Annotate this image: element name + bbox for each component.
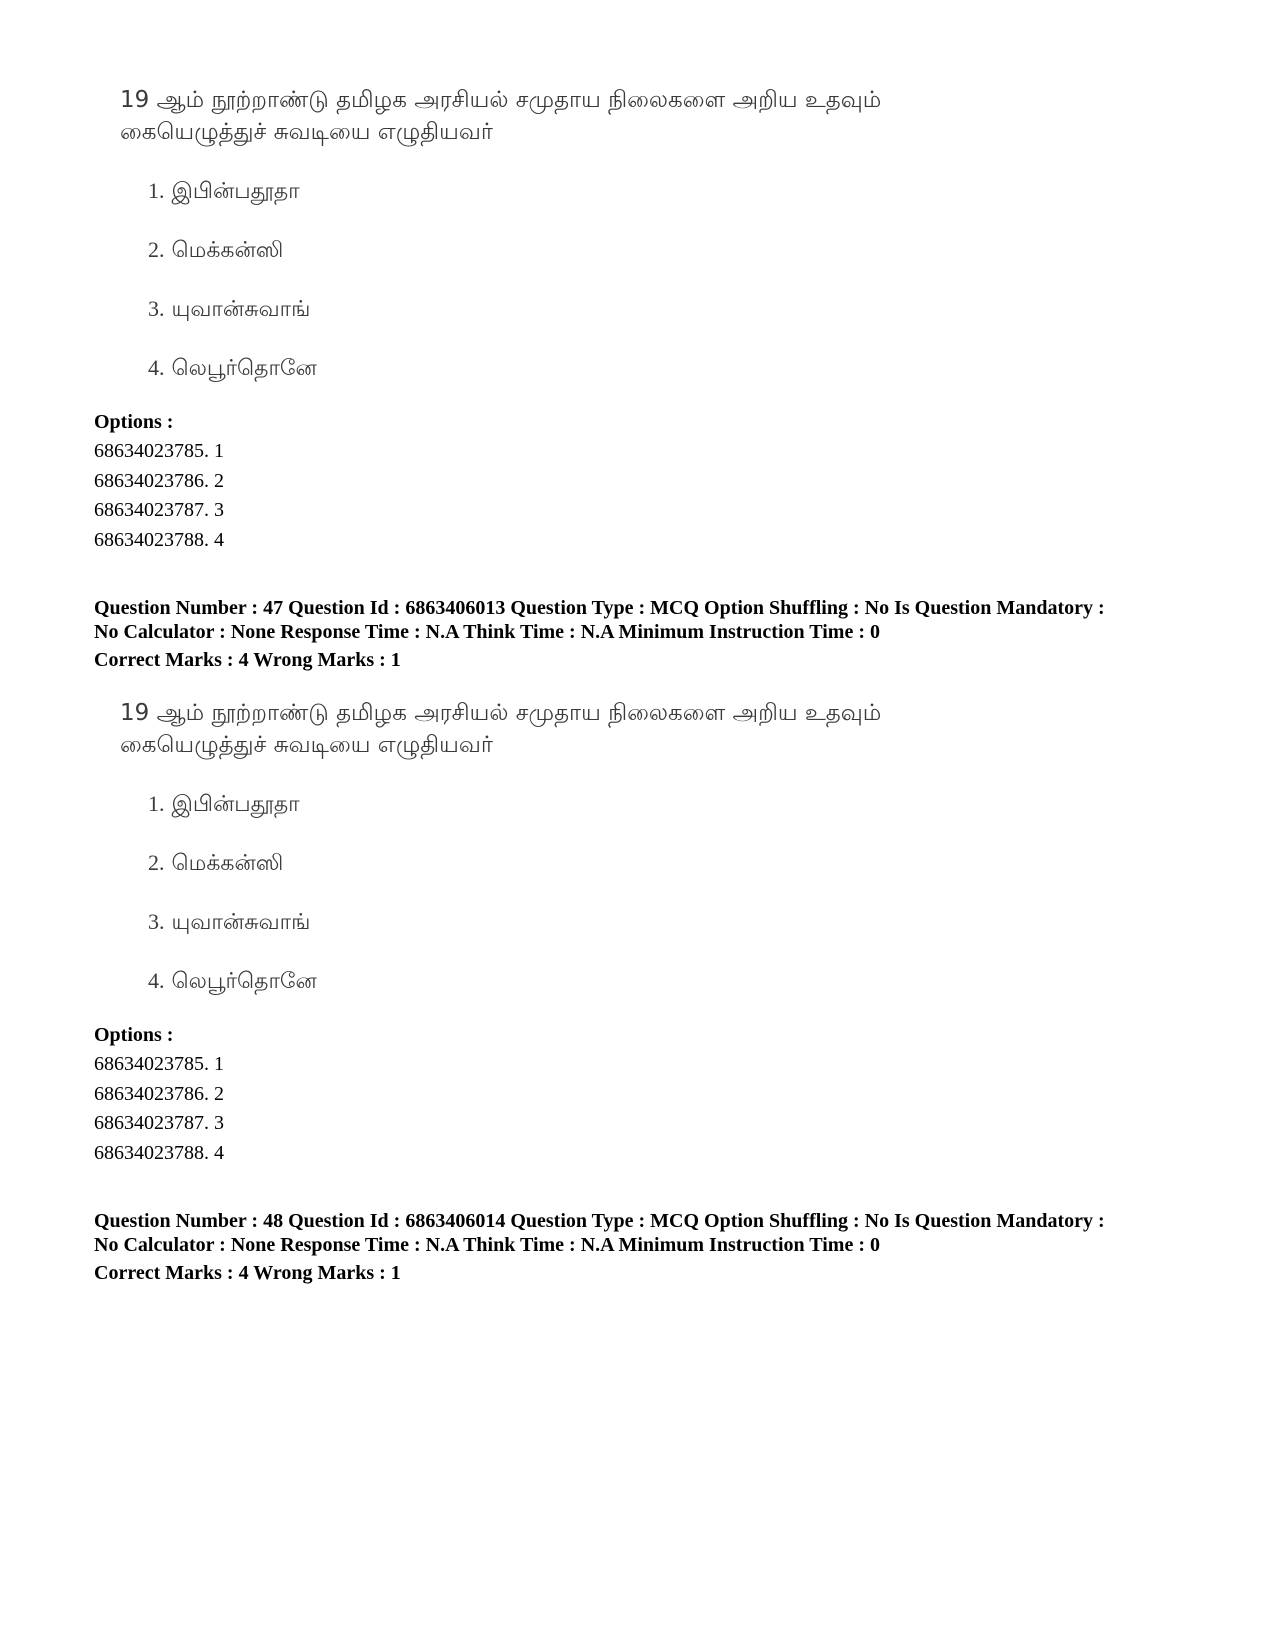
question-header	[94, 596, 1194, 672]
answer-choice-label: யுவான்சுவாங்	[171, 297, 311, 322]
question-meta-line: No Calculator : None Response Time : N.A Think Time : N.A Minimum Instruction Time : 0	[94, 1234, 880, 1256]
question-text	[120, 84, 1120, 148]
answer-choice	[148, 966, 317, 1025]
answer-choice-label: லெபூர்தொனே	[171, 969, 317, 994]
option-id: 68634023785. 1	[94, 440, 224, 462]
answer-choice-label: இபின்பதூதா	[171, 179, 300, 204]
answer-choice	[148, 907, 317, 966]
option-id: 68634023786. 2	[94, 469, 224, 492]
answer-choice-number: 2.	[148, 237, 165, 262]
option-id: 68634023787. 3	[94, 499, 224, 521]
question-text-line: 19 ஆம் நூற்றாண்டு தமிழக அரசியல் சமுதாய நிலைகளை அறிய உதவும்	[120, 700, 882, 726]
option-id: 68634023788. 4	[94, 528, 224, 551]
question-meta-line: No Calculator : None Response Time : N.A Think Time : N.A Minimum Instruction Time : 0	[94, 621, 880, 643]
answer-choice-label: மெக்கன்ஸி	[171, 238, 284, 263]
answer-choice-label: யுவான்சுவாங்	[171, 910, 311, 935]
question-meta-line: Question Number : 47 Question Id : 6863406013 Question Type : MCQ Option Shuffling : No Is Question Mandatory :	[94, 597, 1105, 619]
answer-choice-number: 4.	[148, 968, 165, 993]
answer-choice-label: லெபூர்தொனே	[171, 356, 317, 381]
answer-choice	[148, 176, 317, 235]
answer-choice	[148, 789, 317, 848]
answer-choice	[148, 353, 317, 412]
answer-choice	[148, 235, 317, 294]
answer-choice-list	[148, 176, 317, 412]
answer-choice-number: 3.	[148, 296, 165, 321]
answer-choice	[148, 294, 317, 353]
question-header	[94, 1209, 1194, 1285]
answer-choice-label: இபின்பதூதா	[171, 792, 300, 817]
question-text-line: 19 ஆம் நூற்றாண்டு தமிழக அரசியல் சமுதாய நிலைகளை அறிய உதவும்	[120, 87, 882, 113]
answer-choice-number: 4.	[148, 355, 165, 380]
answer-choice-number: 3.	[148, 909, 165, 934]
option-id: 68634023787. 3	[94, 1112, 224, 1134]
question-text	[120, 697, 1120, 761]
question-text-line: கையெழுத்துச் சுவடியை எழுதியவர்	[120, 732, 493, 758]
options-section	[94, 408, 1194, 555]
options-section	[94, 1021, 1194, 1168]
answer-choice-number: 1.	[148, 791, 165, 816]
question-text-line: கையெழுத்துச் சுவடியை எழுதியவர்	[120, 119, 493, 145]
option-id: 68634023786. 2	[94, 1082, 224, 1105]
option-id: 68634023785. 1	[94, 1053, 224, 1075]
answer-choice-number: 1.	[148, 178, 165, 203]
options-heading: Options :	[94, 1024, 174, 1046]
answer-choice-number: 2.	[148, 850, 165, 875]
question-marks: Correct Marks : 4 Wrong Marks : 1	[94, 649, 401, 671]
question-meta-line: Question Number : 48 Question Id : 6863406014 Question Type : MCQ Option Shuffling : No Is Question Mandatory :	[94, 1210, 1105, 1232]
answer-choice	[148, 848, 317, 907]
question-marks: Correct Marks : 4 Wrong Marks : 1	[94, 1262, 401, 1284]
options-heading: Options :	[94, 411, 174, 433]
answer-choice-label: மெக்கன்ஸி	[171, 851, 284, 876]
option-id: 68634023788. 4	[94, 1141, 224, 1164]
answer-choice-list	[148, 789, 317, 1025]
